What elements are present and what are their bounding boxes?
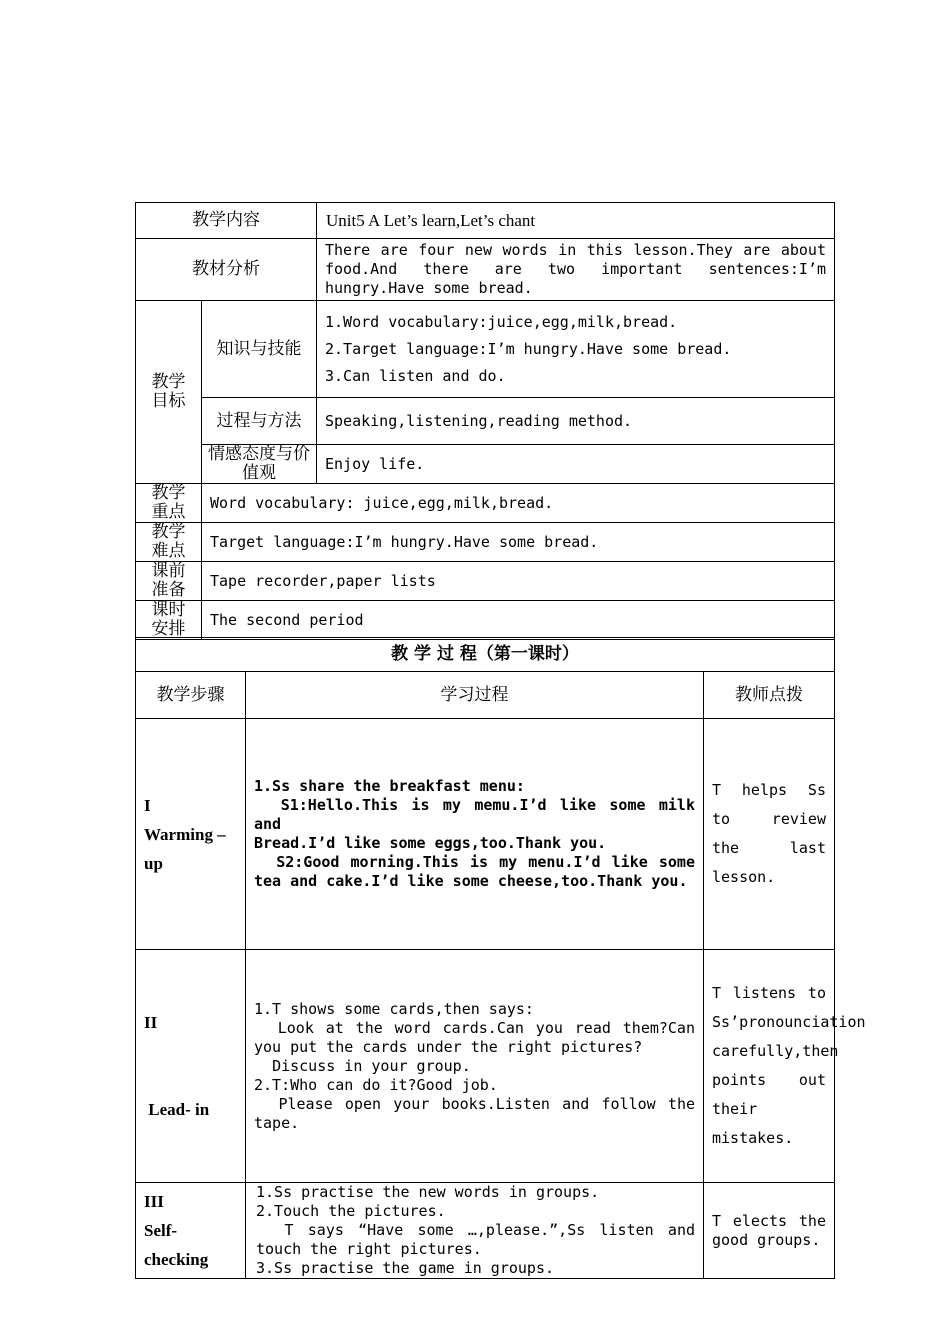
stage-line: checking <box>144 1250 209 1269</box>
knowledge-item: 1.Word vocabulary:juice,egg,milk,bread. <box>325 312 678 331</box>
col-process-header: 学习过程 <box>246 672 704 719</box>
knowledge-label: 知识与技能 <box>202 301 317 398</box>
content-line: T says “Have some …,please.”,Ss listen and touch the right pictures. <box>256 1221 705 1258</box>
stage-line: I <box>144 795 151 815</box>
schedule-value: The second period <box>202 601 835 640</box>
key-points-value: Word vocabulary: juice,egg,milk,bread. <box>202 484 835 523</box>
content-line: S2:Good morning.This is my menu.I’d like some tea and cake.I’d like some cheese,too.Thank you. <box>254 853 705 890</box>
col-steps-header: 教学步骤 <box>136 672 246 719</box>
knowledge-item: 2.Target language:I’m hungry.Have some bread. <box>325 339 732 358</box>
emotion-value: Enjoy life. <box>317 445 835 484</box>
content-line: 1.Ss share the breakfast menu: <box>254 777 525 795</box>
key-points-label: 教学重点 <box>136 484 202 523</box>
content-line: S1:Hello.This is my memu.I’d like some milk and <box>254 796 705 833</box>
schedule-label: 课时安排 <box>136 601 202 640</box>
content-line: Look at the word cards.Can you read them?Can you put the cards under the right pictures? <box>254 1018 705 1056</box>
process-method-value: Speaking,listening,reading method. <box>317 398 835 445</box>
difficult-points-label: 教学难点 <box>136 523 202 562</box>
content-line: 2.Touch the pictures. <box>256 1202 446 1220</box>
content-line: 2.T:Who can do it?Good job. <box>254 1075 498 1094</box>
stage-line: III <box>144 1192 164 1211</box>
difficult-points-value: Target language:I’m hungry.Have some bread. <box>202 523 835 562</box>
lesson-info-table <box>135 202 835 640</box>
stage-line: up <box>144 853 163 873</box>
preparation-label: 课前准备 <box>136 562 202 601</box>
tip-cell: T helps Ss to review the last lesson. <box>704 719 835 950</box>
content-line: 3.Ss practise the game in groups. <box>256 1259 555 1277</box>
content-value: Unit5 A Let’s learn,Let’s chant <box>317 203 835 239</box>
content-cell <box>246 719 704 950</box>
stage-cell <box>136 950 246 1183</box>
emotion-label: 情感态度与价值观 <box>202 445 317 484</box>
knowledge-item: 3.Can listen and do. <box>325 366 506 385</box>
col-tips-header: 教师点拨 <box>704 672 835 719</box>
content-label: 教学内容 <box>136 203 317 239</box>
process-method-label: 过程与方法 <box>202 398 317 445</box>
stage-line: II <box>144 1013 158 1032</box>
teaching-process-table <box>135 637 866 1279</box>
content-cell <box>246 950 704 1183</box>
stage-cell <box>136 719 246 950</box>
stage-line: Self- <box>144 1221 178 1240</box>
preparation-value: Tape recorder,paper lists <box>202 562 835 601</box>
content-line: 1.T shows some cards,then says: <box>254 999 534 1018</box>
content-line: Discuss in your group. <box>254 1056 471 1075</box>
content-cell <box>246 1183 704 1279</box>
process-title: 教 学 过 程（第一课时） <box>136 638 835 672</box>
knowledge-list <box>317 301 835 398</box>
analysis-value: There are four new words in this lesson.They are about food.And there are two important sentences:I’m hungry.Have some bread. <box>317 239 835 301</box>
content-line: Please open your books.Listen and follow the tape. <box>254 1094 705 1132</box>
objectives-label: 教学目标 <box>136 301 202 484</box>
tip-cell: T listens to Ss’pronounciation carefully,then points out their mistakes. <box>704 950 835 1183</box>
stage-line: Lead- in <box>144 1100 210 1119</box>
process-row <box>136 1183 835 1279</box>
stage-line: Warming – <box>144 824 226 844</box>
content-line: 1.Ss practise the new words in groups. <box>256 1183 600 1201</box>
analysis-label: 教材分析 <box>136 239 317 301</box>
content-line: Bread.I’d like some eggs,too.Thank you. <box>254 834 607 852</box>
process-row <box>136 719 835 950</box>
tip-cell: T elects the good groups. <box>704 1183 835 1279</box>
process-row <box>136 950 835 1183</box>
stage-cell <box>136 1183 246 1279</box>
